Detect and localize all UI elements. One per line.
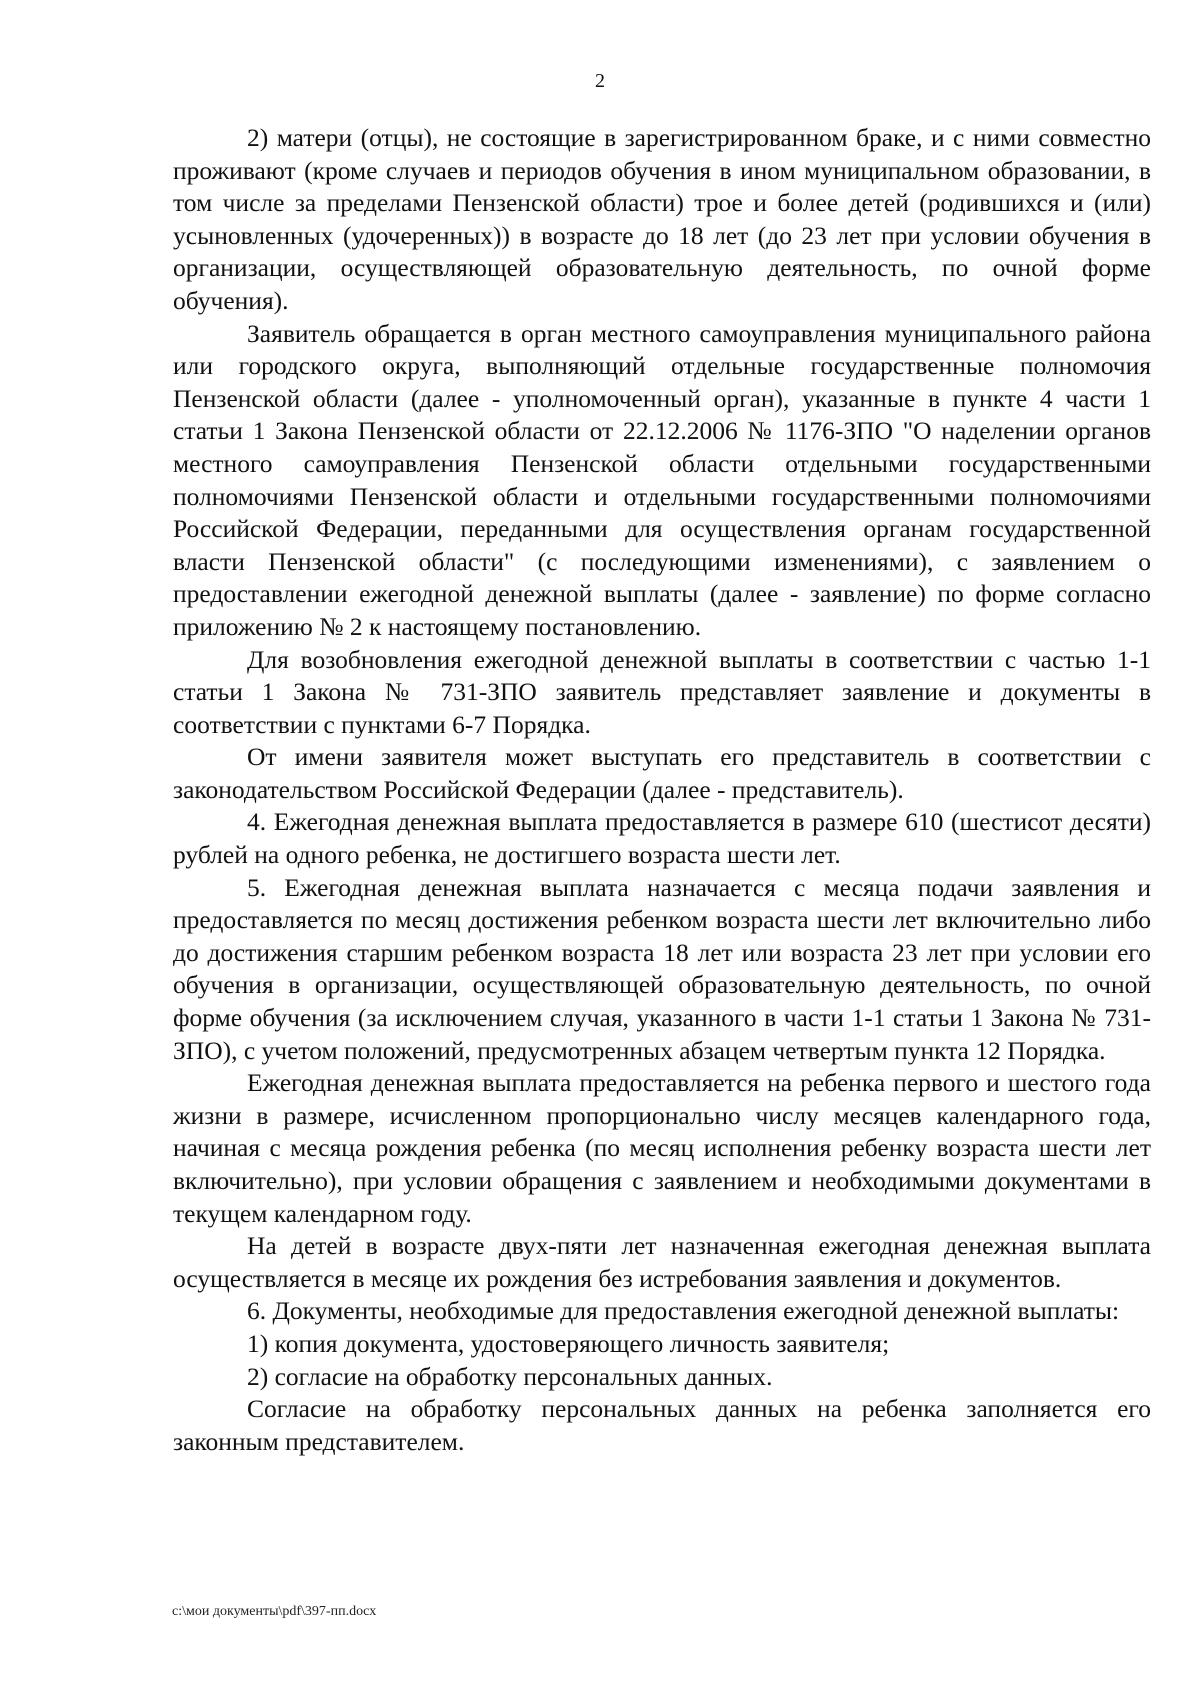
page-number: 2 — [595, 70, 605, 92]
paragraph-resumption: Для возобновления ежегодной денежной выплаты в соответствии с частью 1-1 статьи 1 Закона № 731-ЗПО заявитель представляет заявление и документы в соответствии с пунктами 6-7 Порядка. — [173, 644, 1151, 739]
paragraph-section-4: 4. Ежегодная денежная выплата предоставляется в размере 610 (шестисот десяти) рублей на одного ребенка, не достигшего возраста шести лет. — [173, 807, 1151, 870]
paragraph-consent: Согласие на обработку персональных данных на ребенка заполняется его законным представителем. — [173, 1394, 1151, 1456]
paragraph-doc-item-1: 1) копия документа, удостоверяющего личность заявителя; — [247, 1328, 890, 1358]
document-body — [173, 122, 1151, 1458]
paragraph-applicant-appeal: Заявитель обращается в орган местного самоуправления муниципального района или городского округа, выполняющий отдельные государственные полномочия Пензенской области (далее - уполномоченный орган), указанные в пункте 4 части 1 статьи 1 Закона Пензенской области от 22.12.2006 № 1176-ЗПО "О наделении органов местного самоуправления Пензенской области отдельными государственными полномочиями Пензенской области и отдельными государственными полномочиями Российской Федерации, переданными для осуществления органам государственной власти Пензенской области" (с последующими изменениями), с заявлением о предоставлении ежегодной денежной выплаты (далее - заявление) по форме согласно приложению № 2 к настоящему постановлению. — [173, 318, 1151, 641]
footer-file-path: c:\мои документы\pdf\397-пп.docx — [172, 1604, 377, 1619]
paragraph-two-five-years: На детей в возрасте двух-пяти лет назначенная ежегодная денежная выплата осуществляется в месяце их рождения без истребования заявления и документов. — [173, 1231, 1151, 1293]
paragraph-section-6: 6. Документы, необходимые для предоставления ежегодной денежной выплаты: — [247, 1296, 1120, 1326]
paragraph-representative: От имени заявителя может выступать его представитель в соответствии с законодательством Российской Федерации (далее - представитель). — [173, 742, 1151, 804]
paragraph-first-sixth-year: Ежегодная денежная выплата предоставляется на ребенка первого и шестого года жизни в размере, исчисленном пропорционально числу месяцев календарного года, начиная с месяца рождения ребенка (по месяц исполнения ребенку возраста шести лет включительно), при условии обращения с заявлением и необходимыми документами в текущем календарном году. — [173, 1068, 1151, 1228]
paragraph-section-5: 5. Ежегодная денежная выплата назначается с месяца подачи заявления и предоставляется по месяц достижения ребенком возраста шести лет включительно либо до достижения старшим ребенком возраста 18 лет или возраста 23 лет при условии его обучения в организации, осуществляющей образовательную деятельность, по очной форме обучения (за исключением случая, указанного в части 1-1 статьи 1 Закона № 731-ЗПО), с учетом положений, предусмотренных абзацем четвертым пункта 12 Порядка. — [173, 872, 1151, 1065]
paragraph-item-2-families: 2) матери (отцы), не состоящие в зарегистрированном браке, и с ними совместно проживают (кроме случаев и периодов обучения в ином муниципальном образовании, в том числе за пределами Пензенской области) трое и более детей (родившихся и (или) усыновленных (удочеренных)) в возрасте до 18 лет (до 23 лет при условии обучения в организации, осуществляющей образовательную деятельность, по очной форме обучения). — [173, 123, 1151, 315]
paragraph-doc-item-2: 2) согласие на обработку персональных данных. — [247, 1361, 773, 1391]
